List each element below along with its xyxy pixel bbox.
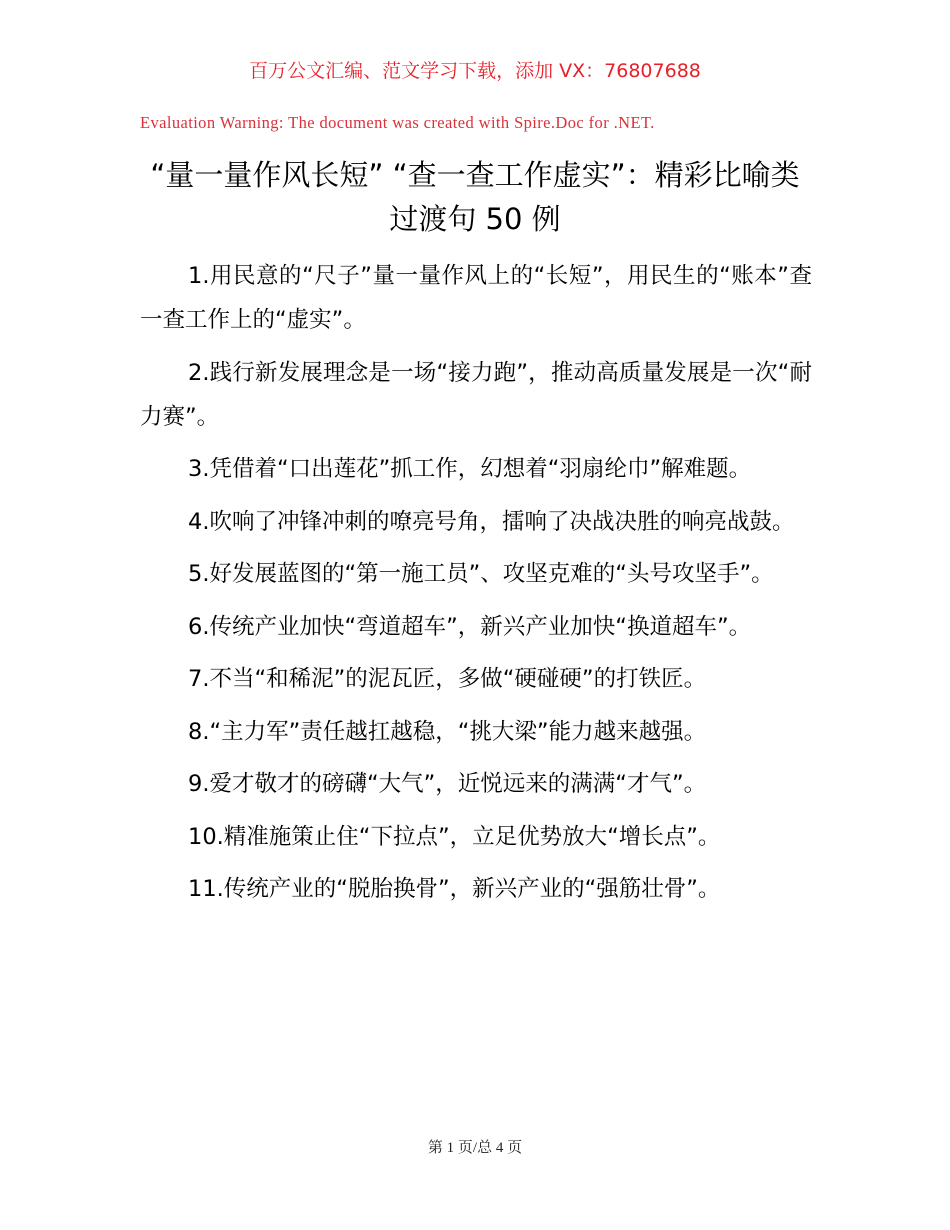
paragraph: 3.凭借着“口出莲花”抓工作，幻想着“羽扇纶巾”解难题。 — [188, 456, 752, 482]
page-indicator: 第 1 页/总 4 页 — [427, 1140, 523, 1156]
paragraph: 7.不当“和稀泥”的泥瓦匠，多做“硬碰硬”的打铁匠。 — [188, 666, 707, 692]
paragraph: 1.用民意的“尺子”量一量作风上的“长短”，用民生的“账本”查一查工作上的“虚实”。 — [140, 263, 812, 333]
paragraph: 9.爱才敬才的磅礴“大气”，近悦远来的满满“才气”。 — [188, 771, 707, 797]
paragraph: 8.“主力军”责任越扛越稳，“挑大梁”能力越来越强。 — [188, 718, 707, 745]
paragraph: 4.吹响了冲锋冲刺的嘹亮号角，擂响了决战决胜的响亮战鼓。 — [188, 508, 795, 535]
header-banner: 百万公文汇编、范文学习下载，添加 VX：76807688 — [249, 60, 701, 82]
document-title: “量一量作风长短” “查一查工作虚实”：精彩比喻类过渡句 50 例 — [150, 158, 800, 236]
paragraph: 11.传统产业的“脱胎换骨”，新兴产业的“强筋壮骨”。 — [188, 876, 721, 902]
paragraph: 10.精准施策止住“下拉点”，立足优势放大“增长点”。 — [188, 823, 721, 850]
paragraph: 5.好发展蓝图的“第一施工员”、攻坚克难的“头号攻坚手”。 — [188, 561, 774, 587]
evaluation-warning: Evaluation Warning: The document was created with Spire.Doc for .NET. — [140, 113, 655, 132]
document-body — [140, 254, 812, 920]
paragraph: 6.传统产业加快“弯道超车”，新兴产业加快“换道超车”。 — [188, 613, 752, 640]
paragraph: 2.践行新发展理念是一场“接力跑”，推动高质量发展是一次“耐力赛”。 — [140, 359, 812, 430]
